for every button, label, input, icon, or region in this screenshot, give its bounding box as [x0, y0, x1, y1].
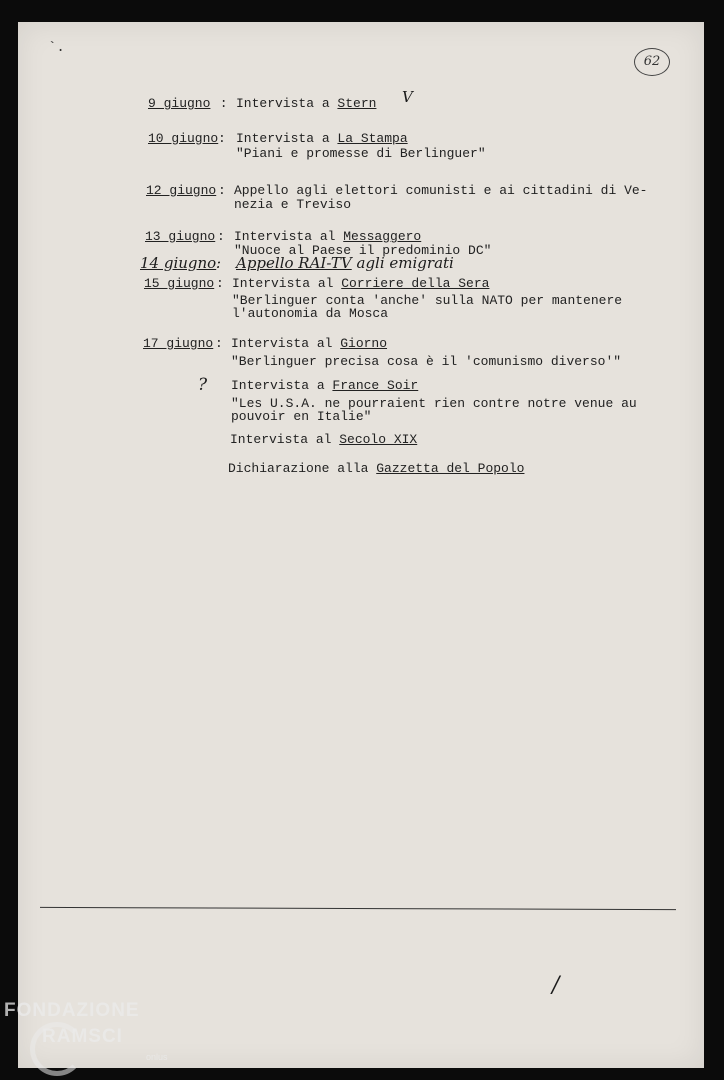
- question-mark: ?: [198, 375, 208, 395]
- entry-line: "Les U.S.A. ne pourraient rien contre notre venue au: [231, 396, 637, 411]
- entry-line: nezia e Treviso: [234, 197, 352, 212]
- watermark-line1: FONDAZIONE: [4, 1000, 140, 1021]
- entry-line: l'autonomia da Mosca: [232, 306, 389, 321]
- entry-france-soir: [231, 378, 637, 438]
- entry-colon: :: [215, 336, 223, 351]
- entry-gazzetta-del-popolo: [228, 461, 525, 491]
- entry-line: "Berlinguer conta 'anche' sulla NATO per mantenere: [232, 293, 623, 308]
- watermark-line3: onlus: [146, 1052, 168, 1062]
- slash-mark: /: [552, 973, 560, 998]
- entry-line: Appello agli elettori comunisti e ai cittadini di Ve-: [234, 183, 648, 198]
- entry-line: "Piani e promesse di Berlinguer": [236, 146, 486, 161]
- entry-date: 9 giugno: [148, 96, 211, 111]
- publication-name: France Soir: [332, 378, 419, 393]
- entry-line: pouvoir en Italie": [231, 409, 372, 424]
- publication-name: Secolo XIX: [339, 432, 418, 447]
- corner-marks: `.: [48, 40, 65, 56]
- entry-date: 14 giugno: [140, 254, 217, 272]
- entry-line: Intervista al Giorno: [231, 336, 388, 351]
- publication-name: Giorno: [340, 336, 388, 351]
- entry-colon: :: [218, 183, 226, 198]
- entry-line: Intervista al Secolo XIX: [230, 432, 418, 447]
- entry-colon: :: [216, 276, 224, 291]
- publication-name: Messaggero: [343, 229, 422, 244]
- publication-name: Stern: [337, 96, 377, 111]
- entry-date: 13 giugno: [145, 229, 216, 244]
- entry-line: Intervista a France Soir: [231, 378, 419, 393]
- entry-date: 17 giugno: [143, 336, 214, 351]
- watermark-line2: RAMSCI: [42, 1026, 123, 1047]
- entry-line: Dichiarazione alla Gazzetta del Popolo: [228, 461, 525, 476]
- entry-line: Intervista a Stern: [236, 96, 377, 111]
- entry-line: Intervista al Corriere della Sera: [232, 276, 490, 291]
- entry-date: 12 giugno: [146, 183, 217, 198]
- entry-secolo-xix: [230, 432, 418, 462]
- publication-name: Corriere della Sera: [341, 276, 490, 291]
- entry-colon: :: [218, 131, 226, 146]
- entry-line: Intervista a La Stampa: [236, 131, 408, 146]
- entry-colon: :: [216, 254, 222, 272]
- entry-colon: :: [212, 96, 228, 111]
- page-number: 62: [634, 48, 670, 76]
- entry-date: 10 giugno: [148, 131, 219, 146]
- entry-colon: :: [217, 229, 225, 244]
- publication-name: Gazzetta del Popolo: [376, 461, 525, 476]
- document-page: [18, 22, 704, 1068]
- publication-name: La Stampa: [337, 131, 408, 146]
- entry-line: "Berlinguer precisa cosa è il 'comunismo diverso'": [231, 354, 622, 369]
- entry-line: Appello RAI-TV agli emigrati: [236, 254, 454, 272]
- check-mark: V: [402, 88, 413, 106]
- entry-line: "Nuoce al Paese il predominio DC": [234, 243, 492, 258]
- entry-date: 15 giugno: [144, 276, 215, 291]
- entry-line: Intervista al Messaggero: [234, 229, 422, 244]
- handwritten-note: Appello RAI-TV: [236, 254, 352, 272]
